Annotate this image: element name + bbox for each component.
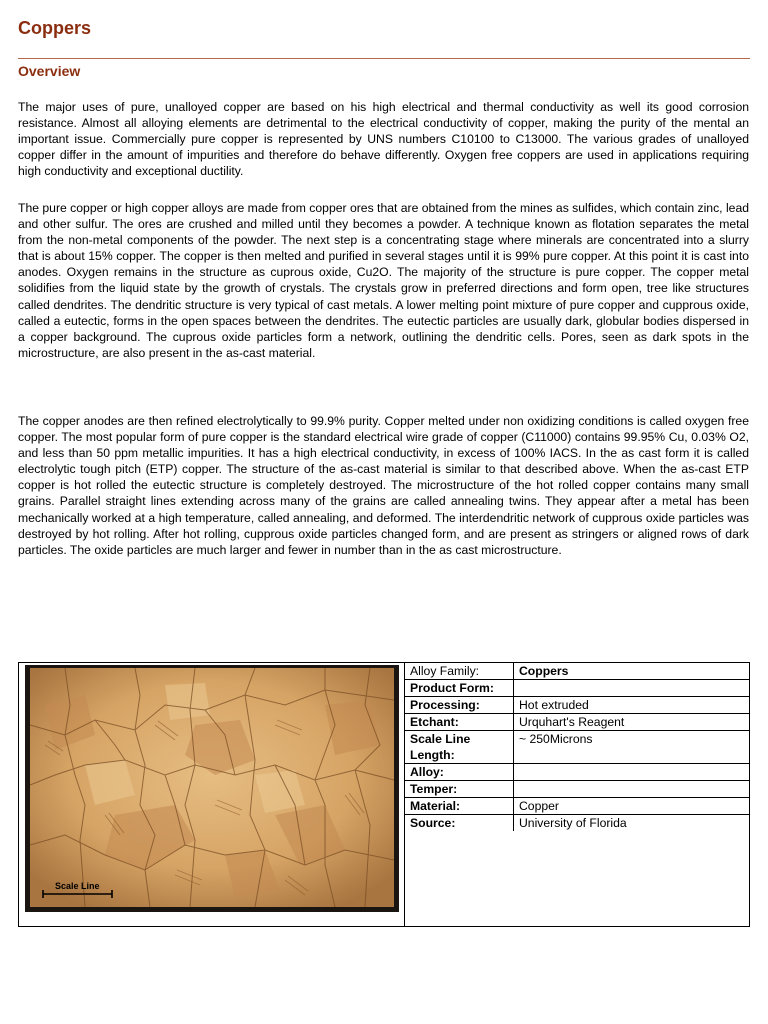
property-value: Copper	[514, 798, 750, 815]
property-label: Alloy Family:	[405, 663, 514, 680]
scale-line-label: Scale Line	[55, 881, 100, 891]
property-row	[405, 798, 749, 815]
property-label: Alloy:	[405, 764, 514, 781]
property-value: Urquhart's Reagent	[514, 714, 750, 731]
property-row	[405, 714, 749, 731]
property-value	[514, 680, 750, 697]
overview-paragraph-3: The copper anodes are then refined electrolytically to 99.9% purity. Copper melted under non oxidizing conditions is called oxygen free copper. The most popular form of pure copper is the standard electrical wire grade of copper (C11000) contains 99.95% Cu, 0.03% O2, and less than 50 ppm metallic impurities. It has a high electrical conductivity, in excess of 100% IACS. In the as cast form it is called electrolytic tough pitch (ETP) copper. The structure of the as-cast material is similar to that described above. When the as-cast ETP copper is hot rolled the eutectic structure is completely destroyed. The microstructure of the hot rolled copper contains many small grains. Parallel straight lines extending across many of the grains are called annealing twins. They appear after a metal has been mechanically worked at a high temperature, called annealing, and deformed. The interdendritic network of cupprous oxide particles was destroyed by hot rolling. After hot rolling, cupprous oxide particles changed form, and are present as stringers or aligned rows of dark particles. The oxide particles are much larger and fewer in number than in the as cast microstructure.	[18, 414, 749, 557]
specimen-properties	[405, 663, 749, 831]
property-label: Processing:	[405, 697, 514, 714]
overview-heading: Overview	[18, 63, 81, 79]
property-row	[405, 815, 749, 832]
micrograph-cell	[19, 663, 405, 926]
property-label: Material:	[405, 798, 514, 815]
property-row	[405, 680, 749, 697]
overview-paragraph-2: The pure copper or high copper alloys are made from copper ores that are obtained from the mines as sulfides, which contain zinc, lead and other sulfur. The ores are crushed and milled until they becomes a powder. A technique known as flotation separates the metal from the non-metal components of the powder. The next step is a concentrating stage where minerals are concentrated into a slurry that is about 15% copper. The copper is then melted and purified in several stages until it is 99% pure copper. At this point it is cast into anodes. Oxygen remains in the structure as cuprous oxide, Cu2O. The majority of the structure is pure copper. The copper metal solidifies from the liquid state by the growth of crystals. The crystals grow in preferred directions and form open, tree like structures called dendrites. The dendritic structure is very typical of cast metals. A lower melting point mixture of pure copper and cupprous oxide, called a eutectic, forms in the open spaces between the dendrites. The eutectic particles are usually dark, globular bodies dispersed in a copper background. The cuprous oxide particles form a network, outlining the dendritic cells. Pores, seen as dark spots in the microstructure, are also present in the as-cast material.	[18, 201, 749, 360]
property-label: Source:	[405, 815, 514, 832]
micrograph-image	[25, 665, 399, 912]
property-row	[405, 697, 749, 714]
property-value: Hot extruded	[514, 697, 750, 714]
property-label: Temper:	[405, 781, 514, 798]
property-value: University of Florida	[519, 816, 627, 830]
property-row	[405, 781, 749, 798]
property-row	[405, 764, 749, 781]
page-title: Coppers	[18, 18, 92, 38]
title-divider	[18, 58, 750, 59]
overview-paragraph-1: The major uses of pure, unalloyed copper are based on his high electrical and thermal conductivity as well its good corrosion resistance. Almost all alloying elements are detrimental to the electrical conductivity of copper, making the purity of the mental an important issue. Commercially pure copper is represented by UNS numbers C10100 to C13000. The various grades of unalloyed copper differ in the amount of impurities and therefore do behave differently. Oxygen free coppers are used in applications requiring high conductivity and exceptional ductility.	[18, 100, 749, 179]
property-value	[514, 764, 750, 781]
property-value: ~ 250Microns	[514, 731, 750, 764]
property-value	[514, 781, 750, 798]
property-label: Scale Line Length:	[405, 731, 514, 764]
property-label: Product Form:	[405, 680, 514, 697]
property-row	[405, 663, 749, 680]
property-label: Etchant:	[405, 714, 514, 731]
property-value: Coppers	[514, 663, 750, 680]
specimen-info-table	[18, 662, 750, 927]
property-row	[405, 731, 749, 764]
